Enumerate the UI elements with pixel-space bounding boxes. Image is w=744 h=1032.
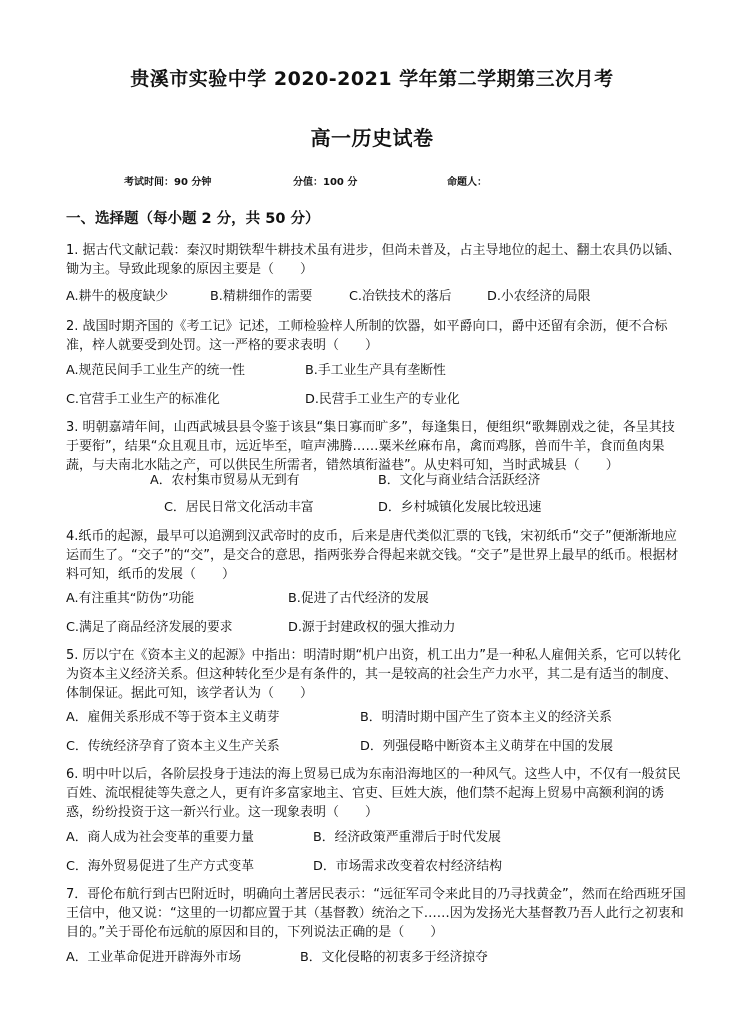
- question-option: A.规范民间手工业生产的统一性: [66, 363, 245, 378]
- question-option: D.小农经济的局限: [487, 289, 591, 304]
- question-option: B.促进了古代经济的发展: [288, 591, 429, 606]
- exam-score: 分值：100 分: [293, 177, 358, 188]
- question-option: C．传统经济孕育了资本主义生产关系: [66, 739, 280, 754]
- question-option: A.有注重其“防伪”功能: [66, 591, 195, 606]
- question-stem: 4.纸币的起源，最早可以追溯到汉武帝时的皮币，后来是唐代类似汇票的飞钱，宋初纸币“交子”便渐渐地应运而生了。“交子”的“交”，是交合的意思，指两张券合得起来就交钱。“交子”是世界上最早的纸币。根据材料可知，纸币的发展（ ）: [66, 529, 679, 582]
- question-option: C.冶铁技术的落后: [349, 289, 452, 304]
- question-option: A．商人成为社会变革的重要力量: [66, 830, 254, 845]
- question-option: D.源于封建政权的强大推动力: [288, 620, 456, 635]
- question-option: C．海外贸易促进了生产方式变革: [66, 859, 255, 874]
- exam-author: 命题人：: [447, 177, 487, 188]
- exam-title: 贵溪市实验中学 2020-2021 学年第二学期第三次月考: [130, 68, 614, 90]
- question-option: C．居民日常文化活动丰富: [164, 500, 314, 515]
- question-stem: 1. 据古代文献记载：秦汉时期铁犁牛耕技术虽有进步，但尚未普及，占主导地位的起土、翻土农具仍以锸、锄为主。导致此现象的原因主要是（ ）: [66, 243, 681, 277]
- question-option: D．乡村城镇化发展比较迅速: [378, 500, 542, 515]
- question-option: D．列强侵略中断资本主义萌芽在中国的发展: [360, 739, 613, 754]
- question-option: B．文化与商业结合活跃经济: [378, 473, 541, 488]
- question-stem: 2. 战国时期齐国的《考工记》记述，工师检验梓人所制的饮器，如平爵向口，爵中还留有余沥，便不合标准，梓人就要受到处罚。这一严格的要求表明（ ）: [66, 319, 668, 353]
- question-option: D．市场需求改变着农村经济结构: [313, 859, 503, 874]
- question-option: B.精耕细作的需要: [210, 289, 313, 304]
- question-option: B．明清时期中国产生了资本主义的经济关系: [360, 710, 612, 725]
- question-stem: 7．哥伦布航行到古巴附近时，明确向土著居民表示：“远征军司令来此目的乃寻找黄金”，然而在给西班牙国王信中，他又说：“这里的一切都应置于其（基督教）统治之下……因为发扬光大基督教乃吾人此行之初衷和目的。”关于哥伦布远航的原因和目的，下列说法正确的是（ ）: [66, 887, 686, 940]
- exam-time: 考试时间：90 分钟: [124, 177, 212, 188]
- question-option: A．雇佣关系形成不等于资本主义萌芽: [66, 710, 280, 725]
- question-option: B.手工业生产具有垄断性: [305, 363, 446, 378]
- question-option: C.官营手工业生产的标准化: [66, 392, 220, 407]
- question-option: A.耕牛的极度缺少: [66, 289, 169, 304]
- question-option: A．农村集市贸易从无到有: [150, 473, 300, 488]
- question-option: A．工业革命促进开辟海外市场: [66, 950, 242, 965]
- question-option: B．文化侵略的初衷多于经济掠夺: [300, 950, 488, 965]
- exam-subtitle: 高一历史试卷: [310, 126, 434, 150]
- question-option: C.满足了商品经济发展的要求: [66, 620, 233, 635]
- question-stem: 5. 厉以宁在《资本主义的起源》中指出：明清时期“机户出资，机工出力”是一种私人雇佣关系，它可以转化为资本主义经济关系。但这种转化至少是有条件的，其一是较高的社会生产力水平，其二是有适当的制度、体制保证。据此可知，该学者认为（ ）: [66, 648, 682, 701]
- question-option: D.民营手工业生产的专业化: [305, 392, 460, 407]
- question-stem: 3. 明朝嘉靖年间，山西武城县县令鉴于该县“集日寡而旷多”，每逢集日，便组织“歌舞剧戏之徒，各呈其技于要衔”，结果“众且观且市，远近毕至，喧声沸腾……粟米丝麻布帛，禽而鸡豚，兽而牛羊，食而鱼肉果蔬，与夫南北水陆之产，可以供民生所需者，错然填衔溢巷”。从史料可知，当时武城县（ ）: [66, 420, 675, 473]
- question-option: B．经济政策严重滞后于时代发展: [313, 830, 501, 845]
- section-title: 一、选择题（每小题 2 分，共 50 分）: [66, 211, 320, 227]
- question-stem: 6. 明中叶以后，各阶层投身于违法的海上贸易已成为东南沿海地区的一种风气。这些人中，不仅有一般贫民百姓、流氓棍徒等失意之人，更有许多富家地主、官吏、巨姓大族，他们禁不起海上贸易中高额利润的诱惑，纷纷投资于这一新兴行业。这一现象表明（ ）: [66, 767, 681, 820]
